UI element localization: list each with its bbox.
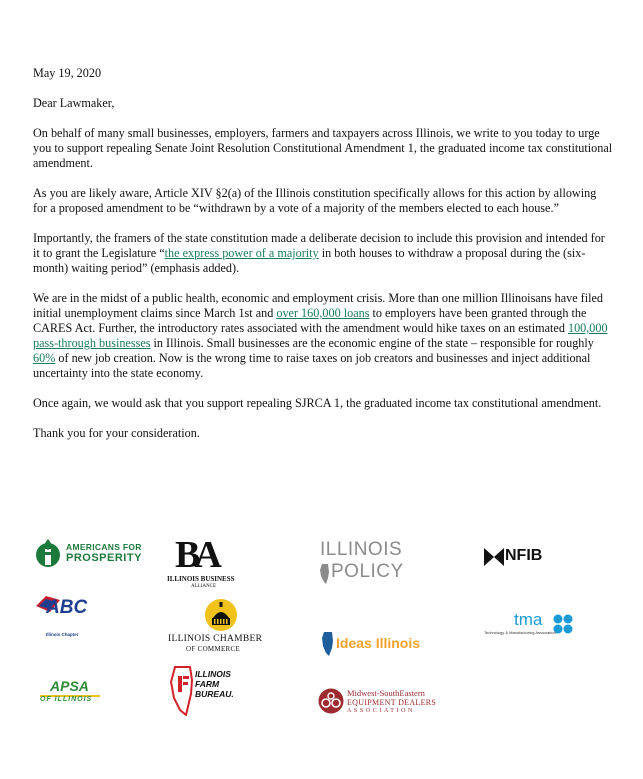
- iba-mark: BA: [175, 534, 216, 576]
- letter-date: May 19, 2020: [33, 66, 102, 80]
- farm-bureau-state-icon: [170, 666, 196, 716]
- illinois-farm-bureau-logo: [170, 666, 246, 716]
- ip-line1: ILLINOIS: [320, 539, 403, 560]
- farm-line2: FARM: [195, 679, 220, 689]
- mse-line1: Midwest-SouthEastern: [347, 688, 425, 698]
- paragraph-5: Once again, we would ask that you support repealing SJRCA 1, the graduated income tax constitutional amendment.: [33, 396, 602, 410]
- tma-mark: tma: [514, 610, 543, 629]
- apsa-logo: [36, 680, 106, 708]
- salutation: Dear Lawmaker,: [33, 96, 115, 110]
- farm-line3: BUREAU.: [195, 689, 234, 699]
- paragraph-2: As you are likely aware, Article XIV §2(a) of the Illinois constitution specifically allows for this action by allowing for a proposed amendment to be “withdrawn by a vote of a majority of the members elected to each house.”: [33, 186, 597, 215]
- paragraph-3: [33, 231, 613, 276]
- paragraph-4: [33, 291, 613, 381]
- farm-line1: ILLINOIS: [195, 669, 231, 679]
- closing: Thank you for your consideration.: [33, 426, 200, 440]
- afp-line2: PROSPERITY: [66, 552, 142, 564]
- paragraph-1: On behalf of many small businesses, employers, farmers and taxpayers across Illinois, we write to you today to urge you to support repealing Senate Joint Resolution Constitutional Amendment 1, the graduated income tax constitutional amendment.: [33, 126, 613, 170]
- ideas-illinois-logo: [322, 630, 426, 658]
- iba-line2: ALLIANCE: [191, 584, 216, 589]
- illinois-chamber-logo: [168, 598, 278, 656]
- chamber-line1: ILLINOIS CHAMBER: [168, 634, 263, 644]
- chamber-line2: OF COMMERCE: [186, 645, 241, 653]
- capitol-dome-icon: [204, 598, 238, 632]
- apsa-sub: OF ILLINOIS: [40, 696, 93, 703]
- abc-logo: [36, 596, 92, 638]
- ideas-text: Ideas Illinois: [336, 635, 421, 651]
- letter-body: [33, 66, 613, 456]
- apsa-mark: APSA: [50, 678, 89, 694]
- ideas-illinois-state-icon: [322, 632, 334, 656]
- afp-torch-icon: [32, 537, 64, 569]
- iba-line1: ILLINOIS BUSINESS: [167, 575, 235, 583]
- link-loans[interactable]: over 160,000 loans: [276, 306, 370, 320]
- abc-chapter: Illinois Chapter: [46, 632, 79, 637]
- ip-line2: POLICY: [331, 561, 404, 582]
- mse-dealers-logo: [318, 687, 450, 717]
- paragraph-4-text-b: to employers have been granted through the CARES Act. Further, the introductory rates associated with the amendment would hike taxes on an estimated: [33, 306, 587, 335]
- abc-mark: ABC: [46, 597, 88, 618]
- paragraph-3-text-b: in both houses to withdraw a proposal during the (six-month) waiting period” (emphasis added).: [33, 246, 586, 275]
- nfib-mark-icon: [484, 548, 504, 566]
- link-pass-through-businesses[interactable]: 100,000 pass-through businesses: [33, 321, 608, 350]
- paragraph-4-text-c: in Illinois. Small businesses are the economic engine of the state – responsible for roughly: [150, 336, 594, 350]
- illinois-policy-logo: [318, 539, 404, 589]
- iba-logo: [167, 534, 245, 593]
- link-job-creation-percent[interactable]: 60%: [33, 351, 56, 365]
- afp-logo: [32, 537, 142, 571]
- link-express-power[interactable]: the express power of a majority: [164, 246, 319, 260]
- nfib-logo: [484, 547, 556, 569]
- tma-logo: [484, 612, 580, 640]
- mse-line3: ASSOCIATION: [347, 708, 415, 714]
- mse-emblem-icon: [318, 688, 344, 714]
- illinois-state-icon: [320, 564, 330, 584]
- paragraph-4-text-d: of new job creation. Now is the wrong time to raise taxes on job creators and businesses and inject additional uncertainty into the state economy.: [33, 351, 591, 380]
- nfib-text: NFIB: [505, 547, 543, 564]
- paragraph-4-text-a: We are in the midst of a public health, economic and employment crisis. More than one million Illinoisans have filed initial unemployment claims since March 1st and: [33, 291, 603, 320]
- mse-line2: EQUIPMENT DEALERS: [347, 698, 437, 707]
- tma-sub: Technology & Manufacturing Association: [484, 630, 556, 635]
- paragraph-3-text-a: Importantly, the framers of the state constitution made a deliberate decision to include this provision and intended for it to grant the Legislature “: [33, 231, 605, 260]
- afp-line1: AMERICANS FOR: [66, 542, 142, 552]
